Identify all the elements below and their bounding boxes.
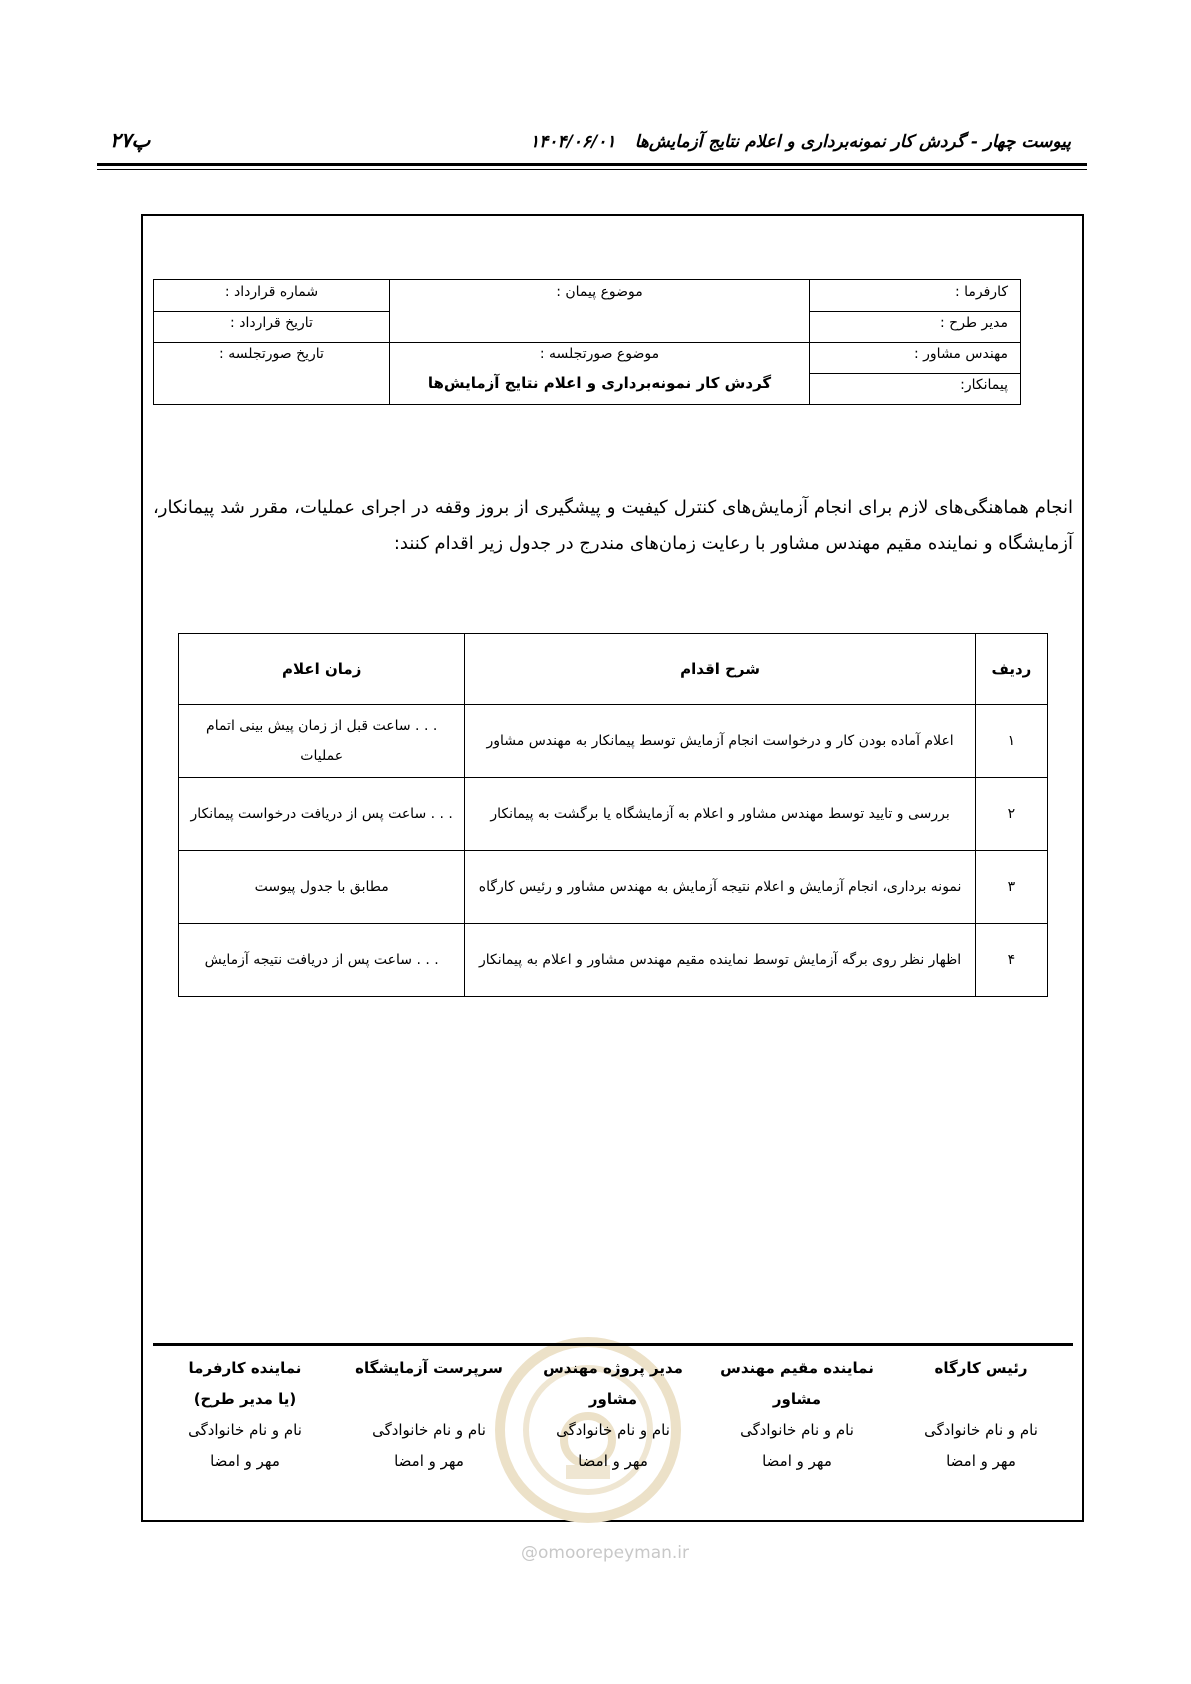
contract-subject-label: موضوع پیمان : bbox=[556, 284, 643, 300]
table-row bbox=[179, 851, 1048, 924]
signature-subtitle: مشاور bbox=[772, 1390, 822, 1408]
header-description: شرح اقدام bbox=[465, 634, 975, 705]
document-date: ۱۴۰۴/۰۶/۰۱ bbox=[530, 132, 616, 152]
signature-name: نام و نام خانوادگی bbox=[556, 1421, 670, 1439]
minutes-subject-label: موضوع صورتجلسه : bbox=[539, 346, 660, 362]
contract-date-label: تاریخ قرارداد : bbox=[230, 315, 313, 331]
row-time: . . . ساعت پس از دریافت نتیجه آزمایش bbox=[179, 924, 465, 997]
row-time: . . . ساعت قبل از زمان پیش بینی اتمام عملیات bbox=[179, 705, 465, 778]
header-row-number: ردیف bbox=[975, 634, 1047, 705]
signature-subtitle bbox=[889, 1384, 1073, 1415]
signature-title: نماینده مقیم مهندس bbox=[720, 1359, 874, 1377]
employer-label: کارفرما : bbox=[954, 284, 1008, 300]
row-time: مطابق با جدول پیوست bbox=[179, 851, 465, 924]
contract-info-table bbox=[153, 279, 1021, 405]
header-time: زمان اعلام bbox=[179, 634, 465, 705]
site-watermark: @omoorepeyman.ir bbox=[520, 1543, 690, 1563]
row-time: . . . ساعت پس از دریافت درخواست پیمانکار bbox=[179, 778, 465, 851]
signature-title: سرپرست آزمایشگاه bbox=[355, 1359, 503, 1377]
signature-block bbox=[337, 1353, 521, 1477]
signature-stamp: مهر و امضا bbox=[762, 1452, 832, 1470]
table-header-row bbox=[179, 634, 1048, 705]
minutes-subject-value: گردش کار نمونه‌برداری و اعلام نتایج آزمایش‌ها bbox=[427, 374, 772, 392]
signature-title: نماینده کارفرما bbox=[188, 1359, 302, 1377]
signature-stamp: مهر و امضا bbox=[578, 1452, 648, 1470]
signature-rule bbox=[153, 1343, 1073, 1346]
page-number: پ۲۷ bbox=[110, 128, 151, 152]
header-rule bbox=[97, 163, 1087, 166]
signature-subtitle: (یا مدیر طرح) bbox=[193, 1390, 297, 1408]
signature-title: مدیر پروژه مهندس bbox=[543, 1359, 683, 1377]
signature-row bbox=[153, 1353, 1073, 1477]
row-number: ۲ bbox=[975, 778, 1047, 851]
signature-name: نام و نام خانوادگی bbox=[372, 1421, 486, 1439]
consultant-label: مهندس مشاور : bbox=[913, 346, 1008, 362]
signature-block bbox=[705, 1353, 889, 1477]
signature-block bbox=[889, 1353, 1073, 1477]
table-row bbox=[179, 924, 1048, 997]
signature-name: نام و نام خانوادگی bbox=[188, 1421, 302, 1439]
signature-name: نام و نام خانوادگی bbox=[924, 1421, 1038, 1439]
workflow-table bbox=[178, 633, 1048, 997]
signature-block bbox=[153, 1353, 337, 1477]
header-rule-thin bbox=[97, 169, 1087, 170]
signature-block bbox=[521, 1353, 705, 1477]
contractor-label: پیمانکار: bbox=[960, 377, 1008, 393]
row-description: نمونه برداری، انجام آزمایش و اعلام نتیجه آزمایش به مهندس مشاور و رئیس کارگاه bbox=[465, 851, 975, 924]
row-number: ۳ bbox=[975, 851, 1047, 924]
row-description: اعلام آماده بودن کار و درخواست انجام آزمایش توسط پیمانکار به مهندس مشاور bbox=[465, 705, 975, 778]
signature-stamp: مهر و امضا bbox=[394, 1452, 464, 1470]
signature-stamp: مهر و امضا bbox=[210, 1452, 280, 1470]
signature-title: رئیس کارگاه bbox=[934, 1359, 1028, 1377]
row-description: اظهار نظر روی برگه آزمایش توسط نماینده مقیم مهندس مشاور و اعلام به پیمانکار bbox=[465, 924, 975, 997]
plan-manager-label: مدیر طرح : bbox=[940, 315, 1008, 331]
table-row bbox=[179, 705, 1048, 778]
contract-number-label: شماره قرارداد : bbox=[224, 284, 319, 300]
row-number: ۴ bbox=[975, 924, 1047, 997]
table-row bbox=[179, 778, 1048, 851]
row-number: ۱ bbox=[975, 705, 1047, 778]
signature-name: نام و نام خانوادگی bbox=[740, 1421, 854, 1439]
signature-subtitle bbox=[337, 1384, 521, 1415]
signature-stamp: مهر و امضا bbox=[946, 1452, 1016, 1470]
signature-subtitle: مشاور bbox=[588, 1390, 638, 1408]
intro-paragraph: انجام هماهنگی‌های لازم برای انجام آزمایش‌های کنترل کیفیت و پیشگیری از بروز وقفه در اجرای عملیات، مقرر شد پیمانکار، آزمایشگاه و نماینده مقیم مهندس مشاور با رعایت زمان‌های مندرج در جدول زیر اقدام کنند: bbox=[153, 497, 1073, 554]
row-description: بررسی و تایید توسط مهندس مشاور و اعلام به آزمایشگاه یا برگشت به پیمانکار bbox=[465, 778, 975, 851]
minutes-date-label: تاریخ صورتجلسه : bbox=[219, 346, 324, 362]
document-title: پیوست چهار - گردش کار نمونه‌برداری و اعلام نتایج آزمایش‌ها bbox=[634, 132, 1071, 152]
